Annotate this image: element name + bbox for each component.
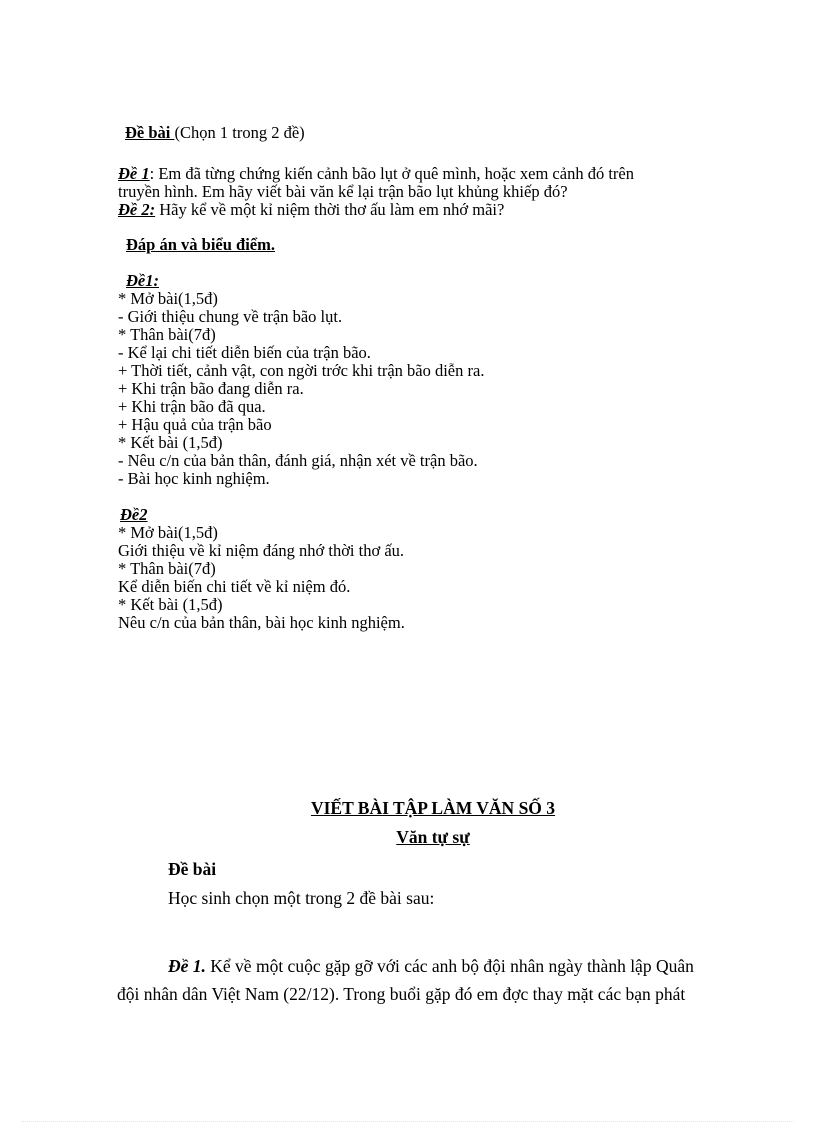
de2-label: Đề 2: bbox=[118, 200, 156, 219]
de1-answer-line: * Kết bài (1,5đ) bbox=[118, 433, 223, 452]
de1-prompt bbox=[118, 165, 634, 183]
de1-answer-line: + Khi trận bão đã qua. bbox=[118, 397, 266, 416]
de2-answer-line: * Kết bài (1,5đ) bbox=[118, 595, 223, 614]
de1-answer-line: - Bài học kinh nghiệm. bbox=[118, 469, 270, 488]
de1-answer-label: Đề1: bbox=[126, 271, 159, 290]
de2-answer-line: * Thân bài(7đ) bbox=[118, 559, 216, 578]
section-de1-text: Kể về một cuộc gặp gỡ với các anh bộ đội nhân ngày thành lập Quân bbox=[210, 956, 694, 976]
section-subtitle: Văn tự sự bbox=[396, 827, 470, 847]
de1-answer-line: - Kể lại chi tiết diễn biến của trận bão. bbox=[118, 343, 371, 362]
de1-answer-line: - Giới thiệu chung về trận bão lụt. bbox=[118, 307, 343, 326]
section-de1-label: Đề 1. bbox=[168, 956, 206, 976]
de2-answer-line: Nêu c/n của bản thân, bài học kinh nghiệm. bbox=[118, 613, 405, 632]
de1-label: Đề 1 bbox=[118, 164, 150, 183]
de2-prompt bbox=[118, 201, 504, 219]
de2-answer-line: Kể diễn biến chi tiết về kỉ niệm đó. bbox=[118, 577, 351, 596]
section-title: VIẾT BÀI TẬP LÀM VĂN SỐ 3 bbox=[310, 798, 556, 818]
de1-prompt-cont: truyền hình. Em hãy viết bài văn kể lại trận bão lụt khủng khiếp đó? bbox=[118, 182, 568, 201]
de1-answer-line: * Mở bài(1,5đ) bbox=[118, 289, 218, 308]
section-instruction: Học sinh chọn một trong 2 đề bài sau: bbox=[168, 888, 435, 908]
de1-answer-line: + Khi trận bão đang diễn ra. bbox=[118, 379, 304, 398]
de1-answer-line: + Hậu quả của trận bão bbox=[118, 415, 272, 434]
de-bai-heading bbox=[125, 124, 305, 142]
page-divider bbox=[22, 1121, 794, 1122]
de2-answer-label: Đề2 bbox=[120, 505, 148, 524]
dap-an-heading: Đáp án và biểu điểm. bbox=[126, 235, 275, 254]
de2-answer-line: Giới thiệu về kỉ niệm đáng nhớ thời thơ ấu. bbox=[118, 541, 405, 560]
de-bai-paren: (Chọn 1 trong 2 đề) bbox=[174, 123, 305, 142]
section-de1-line1 bbox=[168, 957, 742, 975]
de1-answer-line: - Nêu c/n của bản thân, đánh giá, nhận xét về trận bão. bbox=[118, 451, 478, 470]
de1-answer-line: * Thân bài(7đ) bbox=[118, 325, 216, 344]
de2-answer-line: * Mở bài(1,5đ) bbox=[118, 523, 218, 542]
de1-answer-line: + Thời tiết, cảnh vật, con ngời trớc khi trận bão diễn ra. bbox=[118, 361, 485, 380]
section-de1-line2: đội nhân dân Việt Nam (22/12). Trong buổi gặp đó em đợc thay mặt các bạn phát bbox=[117, 984, 686, 1004]
de1-text: : Em đã từng chứng kiến cảnh bão lụt ở quê mình, hoặc xem cảnh đó trên bbox=[149, 164, 634, 183]
de2-text: Hãy kể về một kỉ niệm thời thơ ấu làm em nhớ mãi? bbox=[155, 200, 505, 219]
section-de-bai: Đề bài bbox=[168, 859, 217, 879]
de-bai-label: Đề bài bbox=[125, 123, 175, 142]
